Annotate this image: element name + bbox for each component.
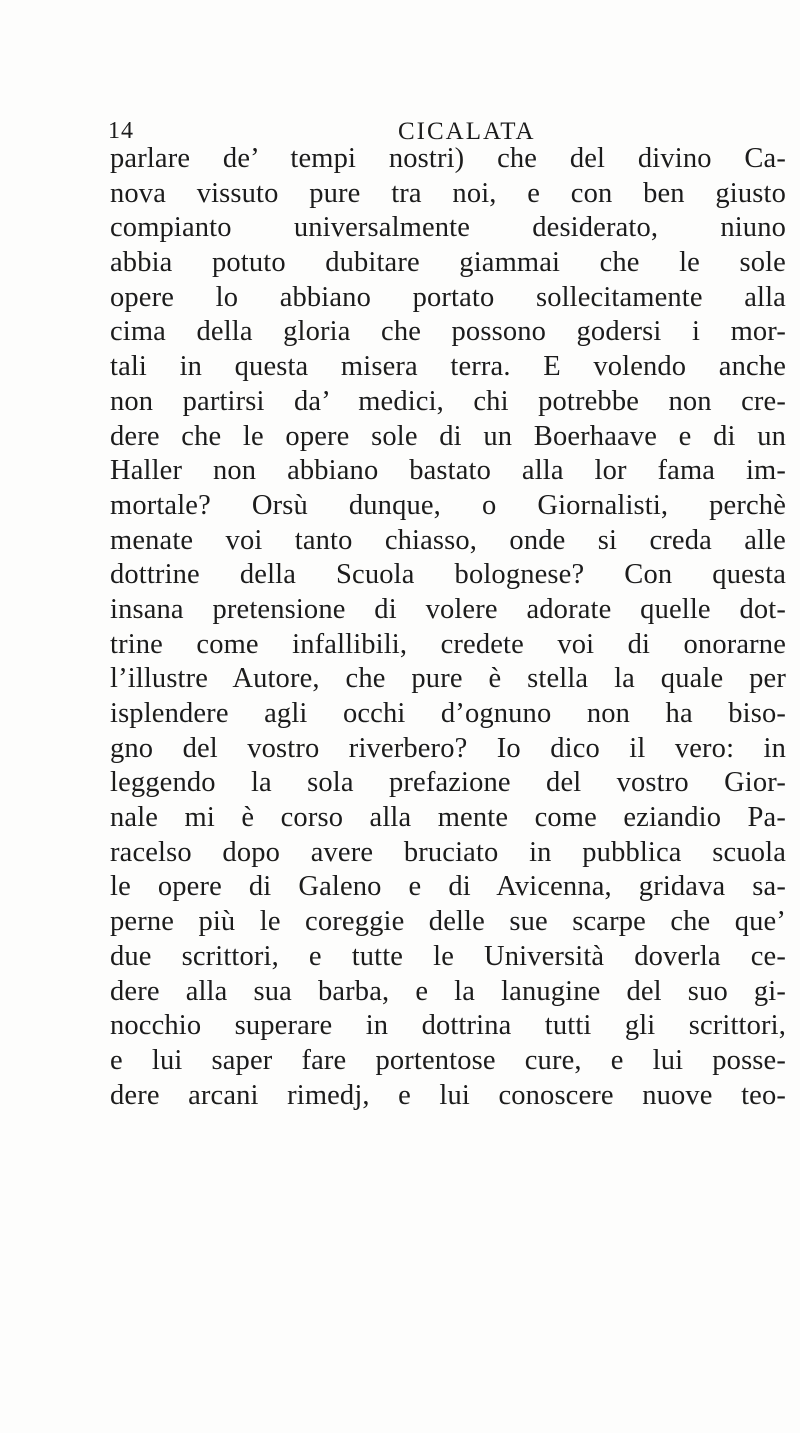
text-line: non partirsi da’ medici, chi potrebbe non cre- bbox=[110, 385, 786, 417]
running-title: CICALATA bbox=[398, 118, 536, 145]
text-line: isplendere agli occhi d’ognuno non ha biso- bbox=[110, 698, 786, 729]
text-line: racelso dopo avere bruciato in pubblica scuola bbox=[110, 836, 786, 868]
page-number: 14 bbox=[108, 118, 134, 144]
text-line: cima della gloria che possono godersi i mor- bbox=[110, 316, 786, 348]
text-line: dere arcani rimedj, e lui conoscere nuove teo- bbox=[110, 1079, 786, 1111]
text-line: menate voi tanto chiasso, onde si creda alle bbox=[110, 524, 786, 556]
text-line: tali in questa misera terra. E volendo anche bbox=[110, 351, 786, 383]
text-line: abbia potuto dubitare giammai che le sole bbox=[110, 247, 786, 279]
body-text bbox=[110, 142, 790, 1113]
text-line: trine come infallibili, credete voi di onorarne bbox=[110, 628, 786, 660]
text-line: Haller non abbiano bastato alla lor fama im- bbox=[110, 455, 786, 487]
text-line: dere che le opere sole di un Boerhaave e di un bbox=[110, 420, 786, 452]
text-line: nale mi è corso alla mente come eziandio Pa- bbox=[110, 802, 786, 834]
text-line: nova vissuto pure tra noi, e con ben giusto bbox=[110, 177, 786, 209]
text-line: dottrine della Scuola bolognese? Con questa bbox=[110, 559, 786, 591]
text-line: due scrittori, e tutte le Università doverla ce- bbox=[110, 940, 786, 972]
text-line: perne più le coreggie delle sue scarpe che que’ bbox=[110, 906, 786, 938]
text-line: insana pretensione di volere adorate quelle dot- bbox=[110, 593, 786, 625]
text-line: gno del vostro riverbero? Io dico il vero: in bbox=[110, 732, 786, 764]
text-line: e lui saper fare portentose cure, e lui posse- bbox=[110, 1044, 786, 1076]
text-line: le opere di Galeno e di Avicenna, gridava sa- bbox=[110, 871, 786, 903]
text-line: opere lo abbiano portato sollecitamente alla bbox=[110, 281, 786, 313]
text-line: dere alla sua barba, e la lanugine del suo gi- bbox=[110, 975, 786, 1007]
text-line: leggendo la sola prefazione del vostro Gior- bbox=[110, 767, 786, 799]
text-line: mortale? Orsù dunque, o Giornalisti, perchè bbox=[110, 489, 786, 521]
text-line: compianto universalmente desiderato, niuno bbox=[110, 212, 786, 244]
text-line: nocchio superare in dottrina tutti gli scrittori, bbox=[110, 1010, 786, 1042]
text-line: l’illustre Autore, che pure è stella la quale per bbox=[110, 663, 786, 695]
text-line: parlare de’ tempi nostri) che del divino Ca- bbox=[110, 143, 786, 174]
